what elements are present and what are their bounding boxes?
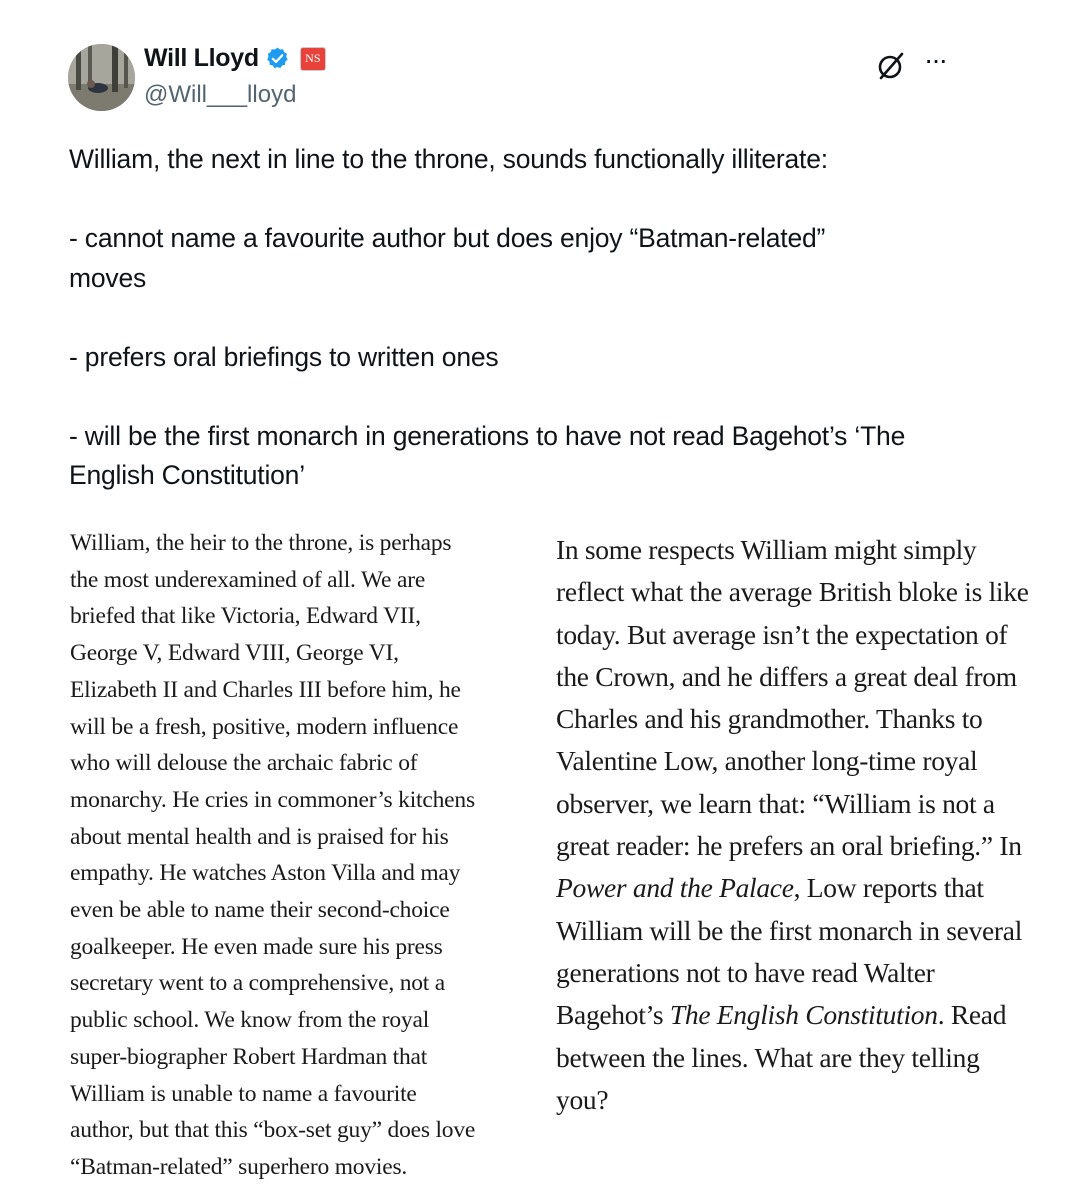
article-line: Valentine Low, another long-time royal — [556, 745, 978, 777]
article-line: observer, we learn that: “William is not a — [556, 787, 995, 819]
article-line: William will be the first monarch in several — [556, 914, 1023, 946]
book-title-english-constitution: The English Constitution — [669, 999, 938, 1031]
author-handle[interactable]: @Will___lloyd — [144, 81, 297, 108]
article-line: you? — [556, 1083, 609, 1115]
article-line: the Crown, and he differs a great deal from — [556, 660, 1017, 692]
tweet-blank-line — [69, 377, 1029, 417]
org-badge[interactable]: NS — [300, 47, 326, 71]
tweet-blank-line — [69, 298, 1029, 338]
article-line: even be able to name their second-choice — [70, 897, 450, 924]
article-line: great reader: he prefers an oral briefing.” In — [556, 830, 1022, 862]
article-line: Elizabeth II and Charles III before him, he — [70, 676, 461, 703]
tweet-line: - prefers oral briefings to written ones — [69, 341, 499, 372]
article-excerpt-left[interactable] — [70, 525, 530, 1186]
article-line: Charles and his grandmother. Thanks to — [556, 703, 983, 735]
article-line: public school. We know from the royal — [70, 1007, 430, 1034]
article-line: super-biographer Robert Hardman that — [70, 1043, 428, 1070]
article-line: generations not to have read Walter — [556, 956, 935, 988]
tweet-blank-line — [69, 180, 1029, 220]
tweet-line: - cannot name a favourite author but does enjoy “Batman-related” — [69, 223, 826, 253]
article-line: briefed that like Victoria, Edward VII, — [70, 603, 421, 630]
author-name-row — [144, 44, 326, 73]
tweet-line: moves — [69, 262, 147, 293]
article-line: who will delouse the archaic fabric of — [70, 750, 418, 777]
article-line: author, but that this “box-set guy” does love — [70, 1117, 476, 1144]
verified-badge-icon[interactable] — [265, 46, 290, 71]
article-line: today. But average isn’t the expectation of — [556, 618, 1008, 650]
article-line: William, the heir to the throne, is perhaps — [70, 530, 452, 556]
article-excerpt-right[interactable] — [556, 529, 1076, 1121]
profile-photo-icon — [68, 44, 135, 111]
tweet-line: - will be the first monarch in generations to have not read Bagehot’s ‘The — [69, 420, 906, 451]
author-display-name[interactable]: Will Lloyd — [144, 44, 259, 72]
article-line: between the lines. What are they telling — [556, 1041, 980, 1073]
article-line: will be a fresh, positive, modern influence — [70, 713, 459, 740]
article-line: George V, Edward VIII, George VI, — [70, 640, 399, 667]
article-line-with-title — [556, 867, 1076, 909]
article-line: William is unable to name a favourite — [70, 1080, 417, 1107]
article-line: empathy. He watches Aston Villa and may — [70, 860, 461, 887]
article-line: secretary went to a comprehensive, not a — [70, 970, 446, 997]
tweet-line: English Constitution’ — [69, 460, 305, 490]
article-line: reflect what the average British bloke is like — [556, 576, 1029, 608]
article-text: Bagehot’s — [556, 999, 670, 1031]
article-line: monarchy. He cries in commoner’s kitchens — [70, 786, 475, 813]
avatar[interactable] — [68, 44, 135, 111]
tweet-text — [69, 140, 1029, 496]
article-line: In some respects William might simply — [556, 534, 977, 565]
article-line: goalkeeper. He even made sure his press — [70, 933, 443, 960]
tweet-line: William, the next in line to the throne, sounds functionally illiterate: — [69, 144, 828, 174]
grok-icon[interactable] — [875, 50, 907, 82]
more-options-icon[interactable]: ··· — [924, 44, 946, 75]
article-text: . Read — [937, 999, 1007, 1031]
article-line: about mental health and is praised for his — [70, 823, 449, 850]
article-line-with-title — [556, 994, 1076, 1036]
article-line: “Batman-related” superhero movies. — [70, 1153, 408, 1180]
article-text: , Low reports that — [793, 872, 984, 904]
article-line: the most underexamined of all. We are — [70, 566, 426, 593]
book-title-power-and-the-palace: Power and the Palace — [556, 872, 794, 904]
